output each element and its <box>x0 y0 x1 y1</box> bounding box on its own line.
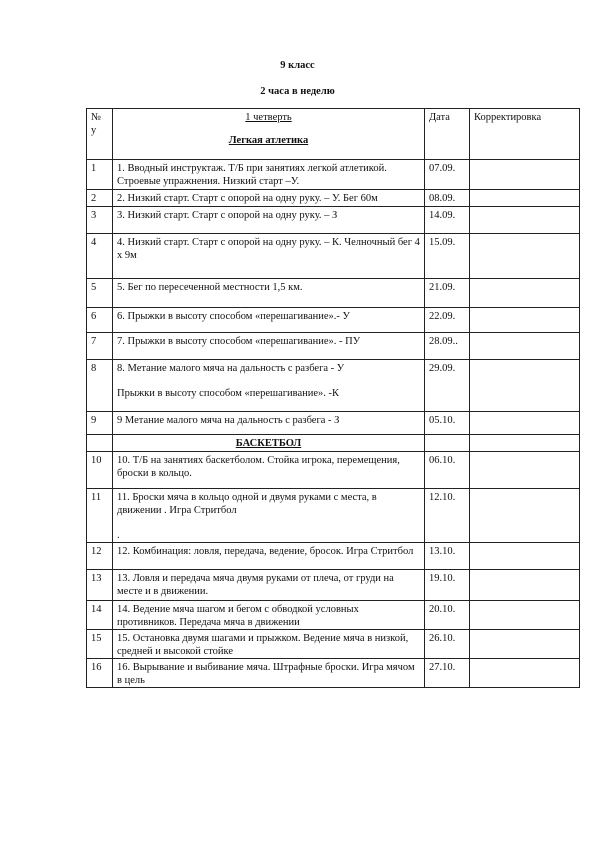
topic-text-extra: Прыжки в высоту способом «перешагивание». -К <box>117 388 340 399</box>
row-topic <box>113 279 425 308</box>
table-row <box>87 360 580 412</box>
row-number: 5 <box>87 279 113 308</box>
row-number: 3 <box>87 207 113 234</box>
topic-text: 7. Прыжки в высоту способом «перешагивание». - ПУ <box>117 336 361 347</box>
row-correction <box>470 234 580 279</box>
section-row <box>87 435 580 452</box>
topic-text: 1. Вводный инструктаж. Т/Б при занятиях легкой атлетикой. Строевые упражнения. Низкий старт –У. <box>117 163 387 187</box>
table-row <box>87 489 580 543</box>
row-number: 11 <box>87 489 113 543</box>
topic-text: 9 Метание малого мяча на дальность с разбега - З <box>117 415 340 426</box>
table-row <box>87 570 580 601</box>
row-number: 9 <box>87 412 113 435</box>
row-topic <box>113 234 425 279</box>
row-correction <box>470 570 580 601</box>
row-date: 06.10. <box>425 452 470 489</box>
row-correction <box>470 489 580 543</box>
row-number: 13 <box>87 570 113 601</box>
row-date: 14.09. <box>425 207 470 234</box>
table-row <box>87 452 580 489</box>
row-number: 8 <box>87 360 113 412</box>
header-topic <box>113 109 425 160</box>
row-date: 20.10. <box>425 601 470 630</box>
table-row <box>87 601 580 630</box>
row-number: 1 <box>87 160 113 190</box>
page-subtitle: 2 часа в неделю <box>260 86 335 97</box>
topic-text: 16. Вырывание и выбивание мяча. Штрафные броски. Игра мячом в цель <box>117 662 415 686</box>
row-correction <box>470 452 580 489</box>
table-row <box>87 160 580 190</box>
row-date: 21.09. <box>425 279 470 308</box>
row-date: 07.09. <box>425 160 470 190</box>
topic-text: 14. Ведение мяча шагом и бегом с обводкой условных противников. Передача мяча в движении <box>117 604 359 628</box>
row-topic <box>113 659 425 688</box>
row-correction <box>470 659 580 688</box>
row-date: 12.10. <box>425 489 470 543</box>
row-number: 7 <box>87 333 113 360</box>
row-number: 12 <box>87 543 113 570</box>
topic-text: 13. Ловля и передача мяча двумя руками от плеча, от груди на месте и в движении. <box>117 573 394 597</box>
topic-text: 11. Броски мяча в кольцо одной и двумя руками с места, в движении . Игра Стритбол <box>117 492 377 516</box>
topic-text: 12. Комбинация: ловля, передача, ведение, бросок. Игра Стритбол <box>117 546 414 557</box>
quarter-label: 1 четверть <box>245 112 292 123</box>
row-topic <box>113 570 425 601</box>
row-correction <box>470 160 580 190</box>
row-date: 05.10. <box>425 412 470 435</box>
header-correction: Корректировка <box>470 109 580 160</box>
header-date: Дата <box>425 109 470 160</box>
row-date: 27.10. <box>425 659 470 688</box>
row-correction <box>470 630 580 659</box>
row-correction <box>470 207 580 234</box>
topic-text: 15. Остановка двумя шагами и прыжком. Ведение мяча в низкой, средней и высокой стойке <box>117 633 409 657</box>
topic-text: 4. Низкий старт. Старт с опорой на одну руку. – К. Челночный бег 4 х 9м <box>117 237 420 261</box>
row-number: 14 <box>87 601 113 630</box>
table-row <box>87 412 580 435</box>
row-topic <box>113 190 425 207</box>
page-title: 9 класс <box>280 60 315 71</box>
topic-text: 8. Метание малого мяча на дальность с разбега - У <box>117 363 345 374</box>
row-correction <box>470 360 580 412</box>
row-number: 16 <box>87 659 113 688</box>
row-topic <box>113 452 425 489</box>
table-row <box>87 543 580 570</box>
table-row <box>87 279 580 308</box>
row-date: 28.09.. <box>425 333 470 360</box>
row-correction <box>470 435 580 452</box>
row-date: 26.10. <box>425 630 470 659</box>
row-number: 15 <box>87 630 113 659</box>
row-correction <box>470 333 580 360</box>
topic-text: 5. Бег по пересеченной местности 1,5 км. <box>117 282 303 293</box>
row-date: 15.09. <box>425 234 470 279</box>
row-topic <box>113 308 425 333</box>
table-row <box>87 190 580 207</box>
row-topic <box>113 489 425 543</box>
lesson-plan-table <box>86 108 580 688</box>
table-row <box>87 630 580 659</box>
row-topic <box>113 333 425 360</box>
topic-text: 10. Т/Б на занятиях баскетболом. Стойка игрока, перемещения, броски в кольцо. <box>117 455 400 479</box>
header-row <box>87 109 580 160</box>
row-correction <box>470 601 580 630</box>
row-topic <box>113 412 425 435</box>
row-number: 10 <box>87 452 113 489</box>
row-topic <box>113 207 425 234</box>
row-topic <box>113 360 425 412</box>
row-date: 19.10. <box>425 570 470 601</box>
table-row <box>87 207 580 234</box>
row-topic <box>113 160 425 190</box>
topic-text: 6. Прыжки в высоту способом «перешагивание».- У <box>117 311 350 322</box>
header-num: № у <box>87 109 113 160</box>
row-number: 4 <box>87 234 113 279</box>
row-number: 2 <box>87 190 113 207</box>
row-number <box>87 435 113 452</box>
row-date: 13.10. <box>425 543 470 570</box>
table-row <box>87 333 580 360</box>
section-basketball: БАСКЕТБОЛ <box>113 435 425 452</box>
row-date: 29.09. <box>425 360 470 412</box>
lesson-plan-body <box>87 109 580 688</box>
row-date <box>425 435 470 452</box>
section-athletics: Легкая атлетика <box>228 135 309 146</box>
topic-text: 3. Низкий старт. Старт с опорой на одну руку. – З <box>117 210 338 221</box>
row-correction <box>470 543 580 570</box>
topic-text-extra: . <box>117 530 120 541</box>
topic-text: 2. Низкий старт. Старт с опорой на одну руку. – У. Бег 60м <box>117 193 378 204</box>
table-row <box>87 659 580 688</box>
row-correction <box>470 412 580 435</box>
row-correction <box>470 308 580 333</box>
table-row <box>87 308 580 333</box>
row-number: 6 <box>87 308 113 333</box>
row-topic <box>113 601 425 630</box>
row-correction <box>470 279 580 308</box>
row-date: 22.09. <box>425 308 470 333</box>
row-topic <box>113 543 425 570</box>
row-correction <box>470 190 580 207</box>
table-row <box>87 234 580 279</box>
row-date: 08.09. <box>425 190 470 207</box>
row-topic <box>113 630 425 659</box>
